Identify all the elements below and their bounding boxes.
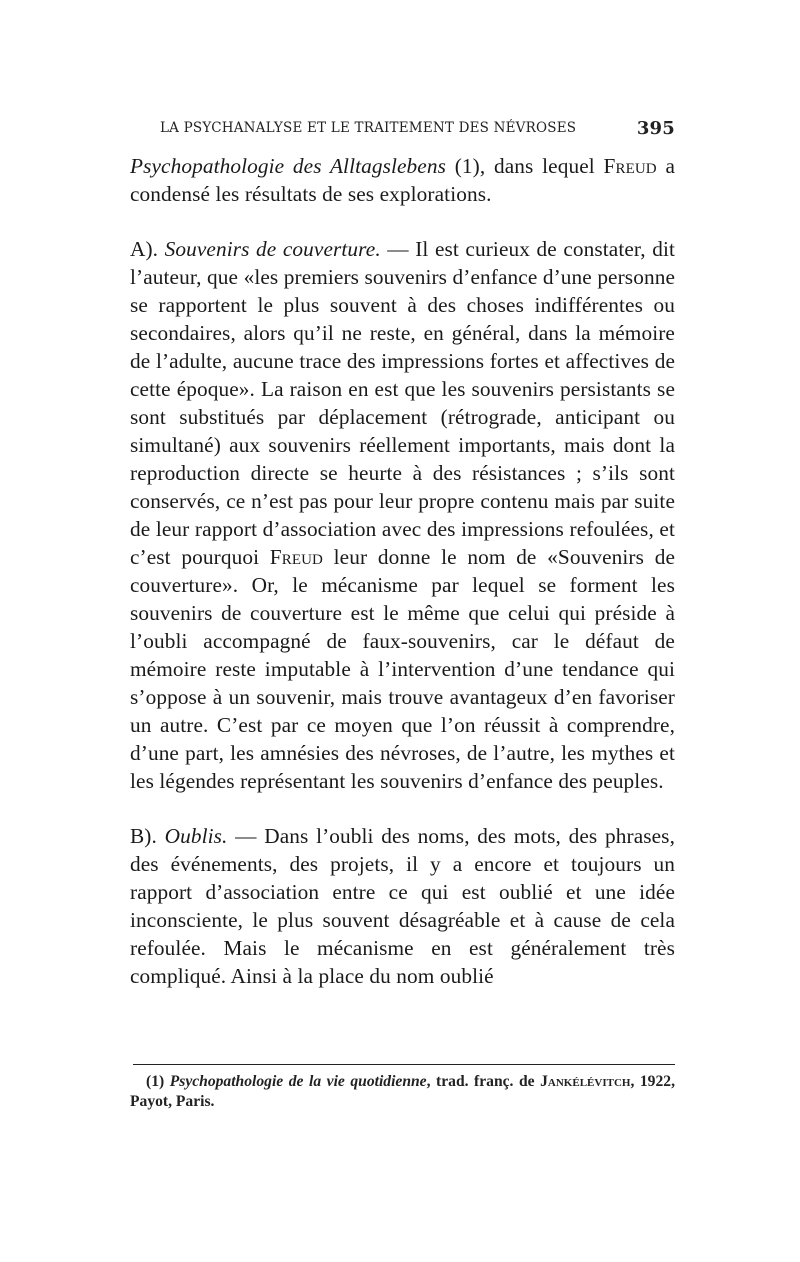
section-a-text-2: leur donne le nom de «Souvenirs de couverture». Or, le mécanisme par lequel se forment les souvenirs de couverture est le même que celui qui préside à l’oubli accompagné de faux-souvenirs, car le défaut de mémoire reste imputable à l’intervention d’une tendance qui s’oppose à un souvenir, mais trouve avantageux d’en favoriser un autre. C’est par ce moyen que l’on réussit à comprendre, d’une part, les amnésies des névroses, de l’autre, les mythes et les légendes représentant les souvenirs d’enfance des peuples. bbox=[130, 545, 675, 793]
footnote-title: Psychopathologie de la vie quotidienne bbox=[169, 1073, 427, 1090]
running-head bbox=[160, 118, 675, 139]
footnote-text-2: , 1922, Payot, Paris. bbox=[130, 1073, 675, 1110]
cited-title: Psychopathologie des Alltagslebens bbox=[130, 154, 446, 178]
footnote bbox=[130, 1072, 675, 1112]
intro-paragraph bbox=[130, 152, 675, 208]
section-a-text-1: — Il est curieux de constater, dit l’auteur, que «les premiers souvenirs d’enfance d’une personne se rapportent le plus souvent à des choses indifférentes ou secondaires, alors qu’il ne reste, en général, dans la mémoire de l’adulte, aucune trace des impressions fortes et affectives de cette époque». La raison en est que les souvenirs persistants se sont substitués par déplacement (rétrograde, anticipant ou simultané) aux souvenirs réellement importants, mais dont la reproduction directe se heurte à des résistances ; s’ils sont conservés, ce n’est pas pour leur propre contenu mais par suite de leur rapport d’association avec des impressions refoulées, et c’est pourquoi bbox=[130, 237, 675, 569]
section-b-paragraph bbox=[130, 822, 675, 990]
section-b-label: B). bbox=[130, 824, 165, 848]
section-a-label: A). bbox=[130, 237, 165, 261]
intro-rest: a condensé les résultats de ses explorations. bbox=[130, 154, 675, 206]
author-name: Freud bbox=[603, 154, 657, 178]
footnote-marker: (1) bbox=[146, 1073, 170, 1090]
body-text bbox=[130, 152, 675, 990]
footnote-translator: Jankélévitch bbox=[540, 1073, 631, 1090]
section-b-heading: Oublis. bbox=[164, 824, 228, 848]
running-title: LA PSYCHANALYSE ET LE TRAITEMENT DES NÉVROSES bbox=[160, 120, 577, 136]
section-a-author-name: Freud bbox=[269, 545, 323, 569]
section-a-heading: Souvenirs de couverture. bbox=[164, 237, 381, 261]
footnote-text-1: , trad. franç. de bbox=[426, 1073, 541, 1090]
page-number: 395 bbox=[636, 118, 675, 139]
section-a-paragraph bbox=[130, 235, 675, 795]
intro-text: (1), dans lequel bbox=[446, 154, 604, 178]
section-b-text: — Dans l’oubli des noms, des mots, des phrases, des événements, des projets, il y a encore et toujours un rapport d’association entre ce qui est oublié et une idée inconsciente, le plus souvent désagréable et à cause de cela refoulée. Mais le mécanisme en est généralement très compliqué. Ainsi à la place du nom oublié bbox=[130, 824, 675, 988]
footnote-rule bbox=[133, 1064, 675, 1065]
